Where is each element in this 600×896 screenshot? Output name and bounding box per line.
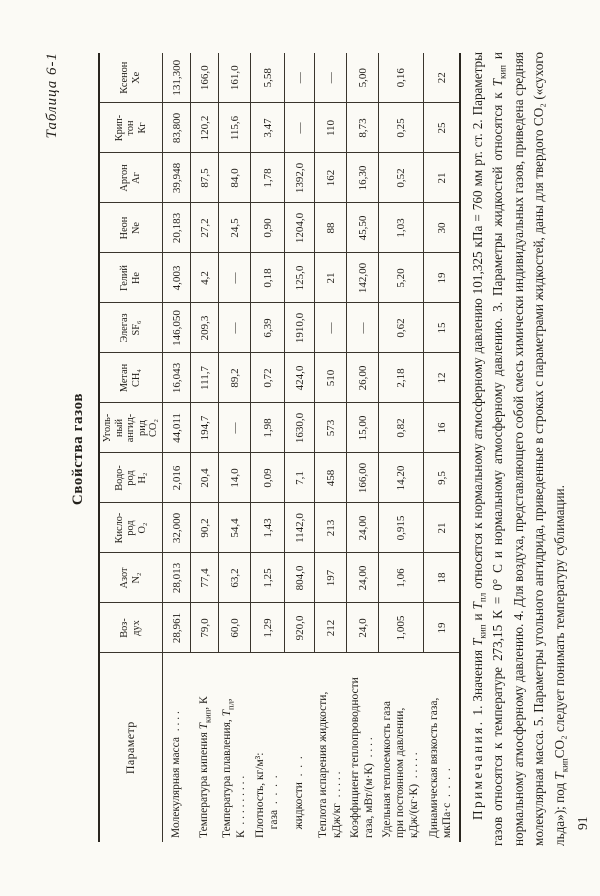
value-cell: 27,2	[191, 203, 219, 253]
page-number: 91	[575, 816, 591, 830]
value-cell: 115,6	[219, 103, 251, 153]
value-cell: 32,000	[163, 503, 191, 553]
table-header	[99, 53, 163, 842]
value-cell: 804,0	[285, 553, 315, 603]
value-cell: 22	[424, 53, 460, 103]
value-cell: —	[347, 303, 379, 353]
value-cell: 54,4	[219, 503, 251, 553]
value-cell: 26,00	[347, 353, 379, 403]
value-cell: 7,1	[285, 453, 315, 503]
value-cell: 1,005	[379, 603, 424, 653]
value-cell: 21	[424, 503, 460, 553]
value-cell: 88	[315, 203, 347, 253]
value-cell: 125,0	[285, 253, 315, 303]
value-cell: 28,013	[163, 553, 191, 603]
value-cell: 14,20	[379, 453, 424, 503]
value-cell: 213	[315, 503, 347, 553]
value-cell: 162	[315, 153, 347, 203]
value-cell: 2,016	[163, 453, 191, 503]
value-cell: 142,00	[347, 253, 379, 303]
value-cell: 131,300	[163, 53, 191, 103]
gas-column-header: Крип- тон Кг	[99, 103, 163, 153]
gas-column-header: Ксенон Хе	[99, 53, 163, 103]
gas-column-header: Аргон Аг	[99, 153, 163, 203]
value-cell: 90,2	[191, 503, 219, 553]
param-label: Плотность, кг/м³: газа . . . .	[251, 653, 285, 842]
value-cell: 1,29	[251, 603, 285, 653]
table-number-label: Таблица 6-1	[44, 52, 60, 139]
table-row	[347, 53, 379, 842]
table-row	[285, 53, 315, 842]
value-cell: 15	[424, 303, 460, 353]
value-cell: 3,47	[251, 103, 285, 153]
value-cell: 89,2	[219, 353, 251, 403]
value-cell: 161,0	[219, 53, 251, 103]
value-cell: —	[285, 103, 315, 153]
value-cell: 24,0	[347, 603, 379, 653]
value-cell: —	[315, 53, 347, 103]
value-cell: 0,82	[379, 403, 424, 453]
gas-properties-table	[98, 53, 461, 842]
gas-column-header: Элегаз SF₆	[99, 303, 163, 353]
gas-column-header: Неон Ne	[99, 203, 163, 253]
gas-column-header: Азот N₂	[99, 553, 163, 603]
value-cell: 0,18	[251, 253, 285, 303]
value-cell: —	[219, 403, 251, 453]
value-cell: 1,03	[379, 203, 424, 253]
value-cell: 0,09	[251, 453, 285, 503]
param-column-header: Параметр	[99, 653, 163, 842]
param-label: Теплота испарения жидкости, кДж/кг . . . . .	[315, 653, 347, 842]
table-row	[191, 53, 219, 842]
value-cell: —	[315, 303, 347, 353]
value-cell: 19	[424, 253, 460, 303]
gas-column-header: Метан СН₄	[99, 353, 163, 403]
value-cell: 0,90	[251, 203, 285, 253]
value-cell: 573	[315, 403, 347, 453]
value-cell: 20,183	[163, 203, 191, 253]
value-cell: 24,5	[219, 203, 251, 253]
value-cell: 24,00	[347, 553, 379, 603]
value-cell: 111,7	[191, 353, 219, 403]
value-cell: 9,5	[424, 453, 460, 503]
value-cell: 197	[315, 553, 347, 603]
value-cell: 63,2	[219, 553, 251, 603]
value-cell: 5,20	[379, 253, 424, 303]
value-cell: 44,011	[163, 403, 191, 453]
value-cell: 6,39	[251, 303, 285, 353]
gas-column-header: Уголь- ный ангид- рид СО₂	[99, 403, 163, 453]
value-cell: 166,00	[347, 453, 379, 503]
table-notes: Примечания. 1. Значения $Т_{кип}$ и $Т_{пл}$ относятся к нормальному атмосферному давлению 101,325 кПа = 760 мм рт. ст. 2. Параметры газов относятся к температуре 273,15 К = 0° С и нормальному атмосферному давлению. 3. Параметры жидкостей относятся к $Т_{кип}$ и нормальному атмосферному давлению. 4. Для воздуха, представляющего собой смесь химически индивидуальных газов, приведена средняя молекулярная масса. 5. Параметры угольного ангидрида, приведенные в строках с параметрами жидкостей, даны для твердого СО₂ («сухого льда»); под $Т_{кип}СО_2$ следует понимать температуру сублимации.	[469, 52, 570, 846]
value-cell: 212	[315, 603, 347, 653]
value-cell: 1,98	[251, 403, 285, 453]
value-cell: 1630,0	[285, 403, 315, 453]
value-cell: 8,73	[347, 103, 379, 153]
value-cell: 16,043	[163, 353, 191, 403]
value-cell: 1392,0	[285, 153, 315, 203]
gas-column-header: Гелий Не	[99, 253, 163, 303]
param-label: жидкости . . .	[285, 653, 315, 842]
value-cell: 424,0	[285, 353, 315, 403]
value-cell: 14,0	[219, 453, 251, 503]
value-cell: 24,00	[347, 503, 379, 553]
value-cell: 1142,0	[285, 503, 315, 553]
value-cell: 5,58	[251, 53, 285, 103]
table-row	[379, 53, 424, 842]
value-cell: 209,3	[191, 303, 219, 353]
value-cell: 146,050	[163, 303, 191, 353]
value-cell: 18	[424, 553, 460, 603]
gas-column-header: Кисло- род О₂	[99, 503, 163, 553]
value-cell: 1,78	[251, 153, 285, 203]
param-label: Температура кипения $Т_{кип}$, К	[191, 653, 219, 842]
value-cell: 84,0	[219, 153, 251, 203]
value-cell: 16	[424, 403, 460, 453]
value-cell: 5,00	[347, 53, 379, 103]
value-cell: 1,06	[379, 553, 424, 603]
table-row	[163, 53, 191, 842]
table-row	[424, 53, 460, 842]
value-cell: 12	[424, 353, 460, 403]
value-cell: 110	[315, 103, 347, 153]
gas-column-header: Водо- род Н₂	[99, 453, 163, 503]
value-cell: 120,2	[191, 103, 219, 153]
value-cell: 166,0	[191, 53, 219, 103]
param-label: Температура плавления, $Т_{пл}$, К . . . . . . . . .	[219, 653, 251, 842]
value-cell: 0,52	[379, 153, 424, 203]
value-cell: 39,948	[163, 153, 191, 203]
value-cell: 83,800	[163, 103, 191, 153]
value-cell: 45,50	[347, 203, 379, 253]
value-cell: 4,003	[163, 253, 191, 303]
value-cell: 4,2	[191, 253, 219, 303]
value-cell: 0,25	[379, 103, 424, 153]
rotated-page-content	[30, 46, 600, 852]
table-row	[315, 53, 347, 842]
value-cell: 0,62	[379, 303, 424, 353]
param-label: Молекулярная масса . . . .	[163, 653, 191, 842]
value-cell: —	[285, 53, 315, 103]
value-cell: 0,915	[379, 503, 424, 553]
param-label: Динамическая вязкость газа, мкПа·с . . . .	[424, 653, 460, 842]
gas-column-header: Воз- дух	[99, 603, 163, 653]
value-cell: 60,0	[219, 603, 251, 653]
value-cell: 20,4	[191, 453, 219, 503]
value-cell: 1,25	[251, 553, 285, 603]
value-cell: 510	[315, 353, 347, 403]
value-cell: 21	[424, 153, 460, 203]
value-cell: 79,0	[191, 603, 219, 653]
value-cell: 920,0	[285, 603, 315, 653]
header-row	[99, 53, 163, 842]
value-cell: 458	[315, 453, 347, 503]
value-cell: 1204,0	[285, 203, 315, 253]
value-cell: 1910,0	[285, 303, 315, 353]
value-cell: 2,18	[379, 353, 424, 403]
value-cell: 19	[424, 603, 460, 653]
table-caption: Свойства газов	[70, 392, 86, 506]
value-cell: 21	[315, 253, 347, 303]
value-cell: 25	[424, 103, 460, 153]
table-body	[163, 53, 460, 842]
value-cell: 1,43	[251, 503, 285, 553]
value-cell: 0,16	[379, 53, 424, 103]
value-cell: 194,7	[191, 403, 219, 453]
param-label: Коэффициент теплопроводности газа, мВт/(м·К) . . . .	[347, 653, 379, 842]
value-cell: 16,30	[347, 153, 379, 203]
value-cell: —	[219, 253, 251, 303]
value-cell: 87,5	[191, 153, 219, 203]
param-label: Удельная теплоемкость газа при постоянном давлении, кДж/(кг·К) . . . . .	[379, 653, 424, 842]
value-cell: 28,961	[163, 603, 191, 653]
value-cell: 0,72	[251, 353, 285, 403]
value-cell: 30	[424, 203, 460, 253]
value-cell: 77,4	[191, 553, 219, 603]
value-cell: 15,00	[347, 403, 379, 453]
table-row	[219, 53, 251, 842]
table-row	[251, 53, 285, 842]
value-cell: —	[219, 303, 251, 353]
